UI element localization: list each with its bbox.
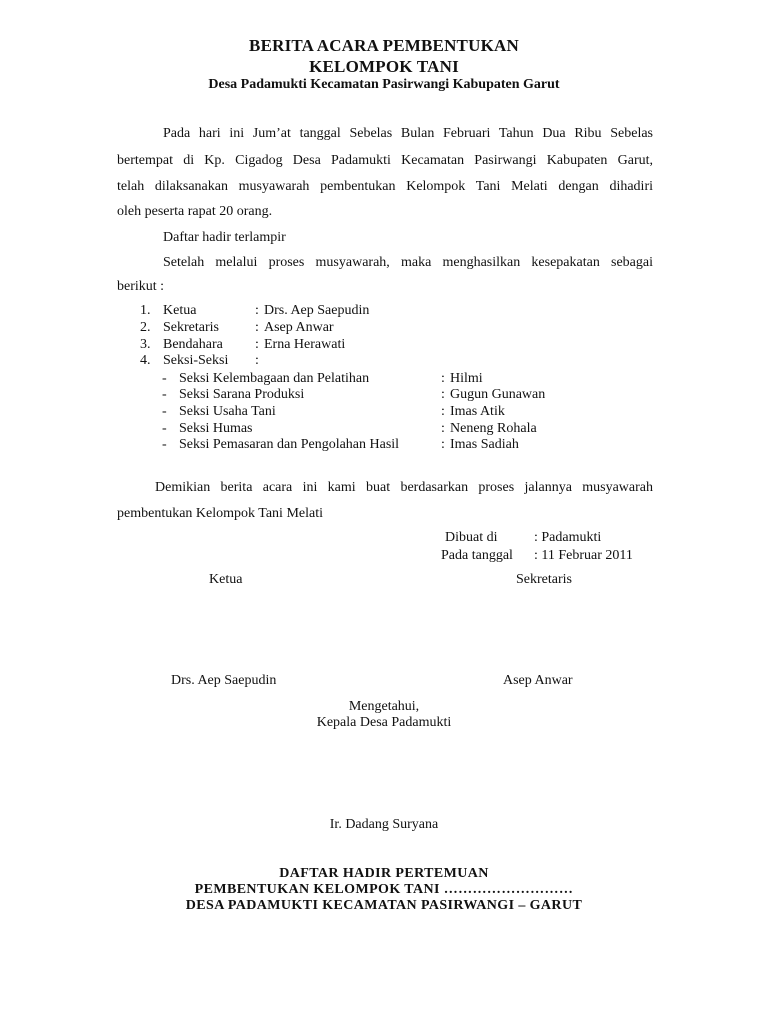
officer-number: 2.	[140, 320, 151, 335]
attendance-title-line1: DAFTAR HADIR PERTEMUAN	[279, 866, 489, 881]
closing-line: Demikian berita acara ini kami buat berdasarkan proses jalannya musyawarah	[155, 480, 653, 495]
section-separator: :	[441, 437, 445, 452]
section-person: Neneng Rohala	[450, 421, 537, 436]
officer-role: Seksi-Seksi	[163, 353, 229, 368]
acknowledge-line2: Kepala Desa Padamukti	[316, 715, 452, 730]
section-bullet: -	[162, 437, 167, 452]
section-bullet: -	[162, 404, 167, 419]
place-value: : Padamukti	[534, 530, 602, 545]
section-bullet: -	[162, 421, 167, 436]
section-bullet: -	[162, 387, 167, 402]
section-person: Hilmi	[450, 371, 483, 386]
officer-role: Ketua	[163, 303, 197, 318]
signature-left-role: Ketua	[209, 572, 243, 587]
officer-role: Bendahara	[163, 337, 223, 352]
date-value: : 11 Februar 2011	[534, 548, 633, 563]
attendance-title-line2: PEMBENTUKAN KELOMPOK TANI ………………………	[194, 882, 574, 897]
attendance-note: Daftar hadir terlampir	[163, 230, 286, 245]
section-separator: :	[441, 387, 445, 402]
result-line: berikut :	[117, 279, 165, 294]
section-name: Seksi Kelembagaan dan Pelatihan	[179, 371, 370, 386]
village-head-name: Ir. Dadang Suryana	[329, 817, 439, 832]
section-name: Seksi Pemasaran dan Pengolahan Hasil	[179, 437, 400, 452]
officer-separator: :	[255, 337, 259, 352]
result-line: Setelah melalui proses musyawarah, maka menghasilkan kesepakatan sebagai	[163, 255, 653, 270]
officer-name: Erna Herawati	[264, 337, 346, 352]
officer-separator: :	[255, 303, 259, 318]
officer-number: 4.	[140, 353, 151, 368]
section-person: Imas Atik	[450, 404, 505, 419]
section-name: Seksi Humas	[179, 421, 253, 436]
section-separator: :	[441, 371, 445, 386]
section-name: Seksi Sarana Produksi	[179, 387, 305, 402]
opening-line: telah dilaksanakan musyawarah pembentukan Kelompok Tani Melati dengan dihadiri	[117, 179, 653, 194]
officer-separator: :	[255, 353, 259, 368]
attendance-title-line3: DESA PADAMUKTI KECAMATAN PASIRWANGI – GARUT	[185, 898, 583, 913]
signature-right-name: Asep Anwar	[503, 673, 573, 688]
section-bullet: -	[162, 371, 167, 386]
document-subtitle: Desa Padamukti Kecamatan Pasirwangi Kabupaten Garut	[208, 77, 560, 92]
document-title-line1: BERITA ACARA PEMBENTUKAN	[249, 36, 519, 55]
date-label: Pada tanggal	[441, 548, 513, 563]
officer-number: 1.	[140, 303, 151, 318]
opening-line: oleh peserta rapat 20 orang.	[117, 204, 273, 219]
section-person: Gugun Gunawan	[450, 387, 546, 402]
closing-line: pembentukan Kelompok Tani Melati	[117, 506, 323, 521]
section-separator: :	[441, 421, 445, 436]
signature-left-name: Drs. Aep Saepudin	[171, 673, 277, 688]
section-separator: :	[441, 404, 445, 419]
place-label: Dibuat di	[445, 530, 498, 545]
signature-right-role: Sekretaris	[516, 572, 572, 587]
officer-number: 3.	[140, 337, 151, 352]
document-title-line2: KELOMPOK TANI	[309, 57, 459, 76]
officer-name: Asep Anwar	[264, 320, 334, 335]
officer-name: Drs. Aep Saepudin	[264, 303, 370, 318]
section-person: Imas Sadiah	[450, 437, 519, 452]
acknowledge-line1: Mengetahui,	[348, 699, 420, 714]
opening-line: Pada hari ini Jum’at tanggal Sebelas Bulan Februari Tahun Dua Ribu Sebelas	[163, 126, 653, 141]
section-name: Seksi Usaha Tani	[179, 404, 276, 419]
officer-separator: :	[255, 320, 259, 335]
opening-line: bertempat di Kp. Cigadog Desa Padamukti Kecamatan Pasirwangi Kabupaten Garut,	[117, 153, 653, 168]
officer-role: Sekretaris	[163, 320, 219, 335]
